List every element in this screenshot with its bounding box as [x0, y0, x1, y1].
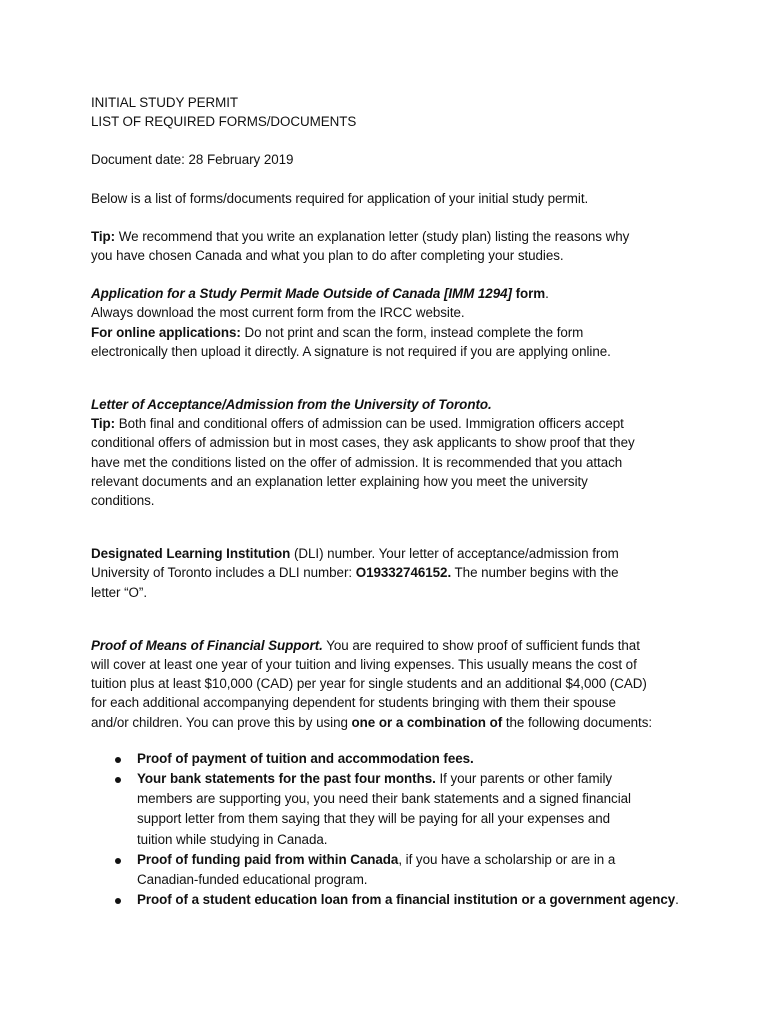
- financial-section: [91, 636, 691, 732]
- letter-tip-label: Tip:: [91, 416, 116, 432]
- letter-line5: conditions.: [91, 493, 155, 509]
- tip-paragraph: [91, 227, 691, 265]
- dli-number: O19332746152.: [355, 565, 452, 581]
- dli-line1: (DLI) number. Your letter of acceptance/admission from: [290, 546, 619, 562]
- online-applications-label: For online applications:: [91, 324, 241, 340]
- list-item: [117, 890, 691, 910]
- list-item: [117, 769, 691, 850]
- bullet-student-loan-period: .: [675, 892, 679, 908]
- list-item: [117, 850, 691, 890]
- document-page: [91, 93, 691, 911]
- document-date: Document date: 28 February 2019: [91, 152, 294, 168]
- bullet-student-loan: Proof of a student education loan from a financial institution or a government agency: [137, 892, 676, 908]
- bullet-bank-line2: members are supporting you, you need their bank statements and a signed financial: [137, 791, 631, 807]
- bullet-bank-rest: If your parents or other family: [435, 771, 613, 787]
- application-title: Application for a Study Permit Made Outside of Canada [IMM 1294]: [91, 286, 512, 302]
- bullet-icon: [115, 898, 121, 904]
- bullet-bank-line4: tuition while studying in Canada.: [137, 831, 328, 847]
- financial-line4: for each additional accompanying dependent for students bringing with them their spouse: [91, 695, 616, 711]
- dli-line2-pre: University of Toronto includes a DLI number:: [91, 565, 356, 581]
- financial-line5-pre: and/or children. You can prove this by using: [91, 714, 352, 730]
- doc-heading-line1: INITIAL STUDY PERMIT: [91, 95, 239, 110]
- bullet-icon: [115, 858, 121, 864]
- application-form-suffix: form: [511, 286, 546, 302]
- dli-section: [91, 544, 691, 602]
- letter-section: [91, 395, 691, 510]
- financial-line2: will cover at least one year of your tuition and living expenses. This usually means the cost of: [91, 657, 637, 673]
- letter-line4: relevant documents and an explanation letter explaining how you meet the university: [91, 473, 588, 489]
- letter-line3: have met the conditions listed on the offer of admission. It is recommended that you attach: [91, 454, 623, 470]
- bullet-funding-canada: Proof of funding paid from within Canada: [137, 851, 399, 867]
- letter-line1: Both final and conditional offers of admission can be used. Immigration officers accept: [115, 416, 624, 432]
- financial-title: Proof of Means of Financial Support.: [91, 637, 323, 653]
- application-section: [91, 284, 691, 361]
- dli-line3: letter “O”.: [91, 584, 147, 600]
- bullet-funding-rest: , if you have a scholarship or are in a: [398, 851, 616, 867]
- online-applications-text: Do not print and scan the form, instead complete the form: [240, 324, 584, 340]
- intro-text: Below is a list of forms/documents required for application of your initial study permit.: [91, 190, 589, 206]
- bullet-tuition-proof: Proof of payment of tuition and accommodation fees.: [137, 750, 474, 766]
- documents-list: [117, 749, 691, 911]
- tip-text-line1: We recommend that you write an explanation letter (study plan) listing the reasons why: [115, 228, 630, 244]
- bullet-icon: [115, 777, 121, 783]
- bullet-bank-statements: Your bank statements for the past four months.: [137, 771, 436, 787]
- list-item: [117, 749, 691, 769]
- bullet-icon: [115, 757, 121, 763]
- doc-heading-line2: LIST OF REQUIRED FORMS/DOCUMENTS: [91, 114, 357, 130]
- financial-line3: tuition plus at least $10,000 (CAD) per year for single students and an additional $4,000 (CAD): [91, 676, 647, 692]
- financial-line5-post: the following documents:: [502, 714, 653, 730]
- bullet-bank-line3: support letter from them saying that they will be paying for all your expenses and: [137, 811, 611, 827]
- financial-line1: You are required to show proof of sufficient funds that: [322, 637, 640, 653]
- bullet-funding-line2: Canadian-funded educational program.: [137, 872, 368, 888]
- tip-label: Tip:: [91, 228, 116, 244]
- online-applications-line2: electronically then upload it directly. A signature is not required if you are applying online.: [91, 343, 611, 359]
- dli-title: Designated Learning Institution: [91, 546, 291, 562]
- application-period: .: [545, 286, 549, 302]
- financial-line5-bold: one or a combination of: [351, 714, 503, 730]
- letter-title: Letter of Acceptance/Admission from the University of Toronto.: [91, 397, 492, 413]
- dli-line2-post: The number begins with the: [451, 565, 619, 581]
- tip-text-line2: you have chosen Canada and what you plan to do after completing your studies.: [91, 248, 564, 264]
- letter-line2: conditional offers of admission but in most cases, they ask applicants to show proof that they: [91, 435, 635, 451]
- application-download-note: Always download the most current form from the IRCC website.: [91, 305, 465, 321]
